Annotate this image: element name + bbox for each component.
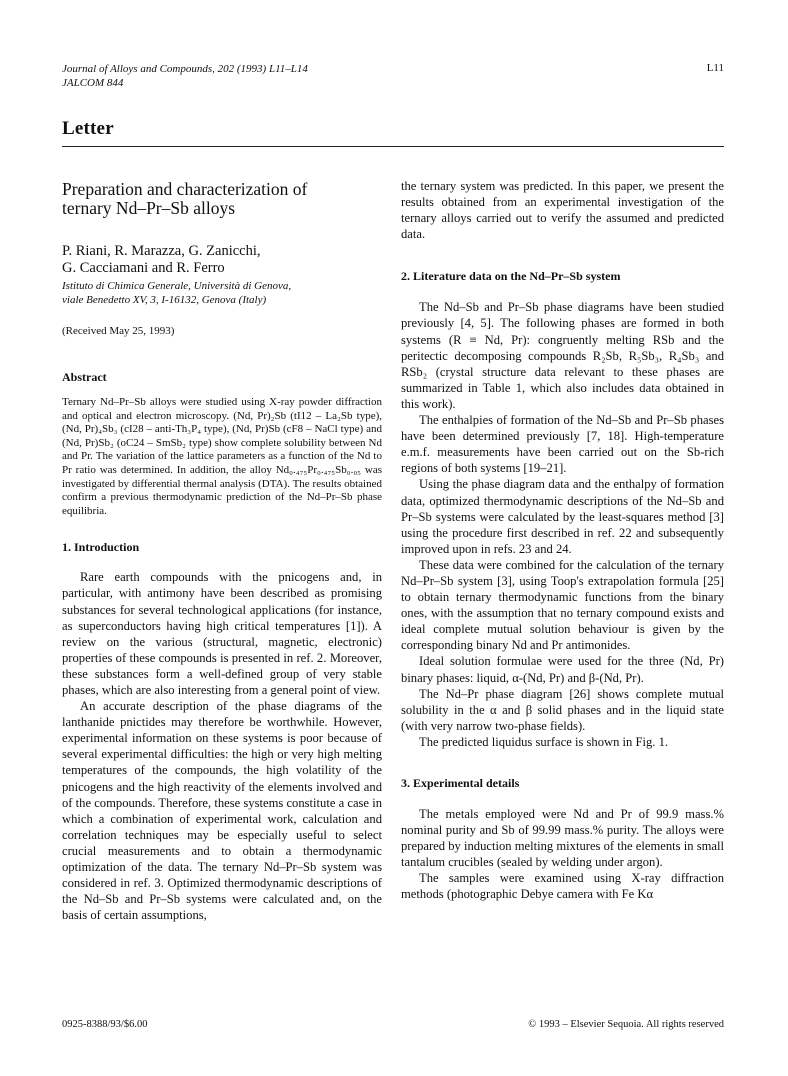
journal-citation: Journal of Alloys and Compounds, 202 (1993) L11–L14 [62,63,308,75]
introduction-heading: 1. Introduction [62,540,140,555]
right-column-continuation [401,178,724,242]
literature-paragraph-6: The Nd–Pr phase diagram [26] shows complete mutual solubility in the α and β solid phases and in the liquid state (with very narrow two-phase fields). [401,686,724,733]
experimental-heading: 3. Experimental details [401,776,520,790]
experimental-paragraph-2: The samples were examined using X-ray diffraction methods (photographic Debye camera with Fe Kα [401,871,724,902]
introduction-paragraph-continued: the ternary system was predicted. In this paper, we present the results obtained from an experimental investigation of the ternary alloys carried out to verify the assumed and predicted data. [401,179,724,242]
literature-heading: 2. Literature data on the Nd–Pr–Sb system [401,269,621,284]
footer-issn-price: 0925-8388/93/$6.00 [62,1019,148,1030]
introduction-body [62,569,382,923]
affiliation-line-2: viale Benedetto XV, 3, I-16132, Genova (Italy) [62,294,267,306]
header-divider [62,146,724,147]
literature-body [401,299,724,750]
experimental-body [401,806,724,903]
abstract-text: Ternary Nd–Pr–Sb alloys were studied using X-ray powder diffraction and optical and electron microscopy. (Nd, Pr)₂Sb (tI12 – La₂Sb type), (Nd, Pr)₄Sb₃ (cI28 – anti-Th₃P₄ type), (Nd, Pr)Sb (cF8 – NaCl type) and (Nd, Pr)Sb₂ (oC24 – SmSb₂ type) show complete solubility between Nd and Pr. The variation of the lattice parameters as a function of the Nd to Pr ratio was determined. In addition, the alloy Nd₀.₄₇₅Pr₀.₄₇₅Sb₀.₀₅ was investigated by differential thermal analysis (DTA). The results obtained confirm a previous thermodynamic prediction of the Nd–Pr–Sb phase equilibria. [62,396,382,517]
literature-paragraph-4: These data were combined for the calculation of the ternary Nd–Pr–Sb system [3], using Toop's extrapolation formula [25] to obtain ternary thermodynamic functions from the binary ones, with the assumption that no ternary compound exists and ideal complete mutual solution behaviour is given by the corresponding binary Nd and Pr antimonides. [401,557,724,653]
introduction-paragraph-2: An accurate description of the phase diagrams of the lanthanide pnictides may therefore be worthwhile. However, experimental information on these systems is poor because of several experimental difficulties: the high or very high melting temperatures of the compounds, the high volatility of the pnicogens and the high reactivity of the elements involved and of the compounds. Therefore, these systems constitute a case in which a combination of experimental work, calculation and correlation techniques may be especially useful to select crucial measurements and to obtain a thermodynamic optimization of the data. The ternary Nd–Pr–Sb system was considered in ref. 3. Optimized thermodynamic descriptions of the Nd–Sb and Pr–Sb systems were calculated and, on the basis of certain assumptions, [62,699,382,923]
article-title-line-1: Preparation and characterization of [62,179,308,199]
journal-code: JALCOM 844 [62,77,124,89]
section-label-letter: Letter [62,118,114,139]
literature-paragraph-7: The predicted liquidus surface is shown in Fig. 1. [419,734,669,749]
footer-copyright: © 1993 – Elsevier Sequoia. All rights reserved [528,1019,724,1030]
introduction-paragraph-1: Rare earth compounds with the pnicogens and, in particular, with antimony have been described as promising substances for several technological applications (for instance, as superconductors having high critical temperatures [1]). A review on the various (structural, magnetic, electronic) properties of these compounds is presented in ref. 2. Moreover, these substances form a well-defined group of very stable phases, which are also interesting from a general point of view. [62,570,382,697]
literature-paragraph-1: The Nd–Sb and Pr–Sb phase diagrams have been studied previously [4, 5]. The following phases are formed in both systems (R ≡ Nd, Pr): congruently melting RSb and the peritectic decomposing compounds R₂Sb, R₅Sb₃, R₄Sb₃ and RSb₂ (crystal structure data relevant to these phases are summarized in Table 1, which also includes data obtained in this work). [401,300,724,411]
received-date: (Received May 25, 1993) [62,325,175,337]
authors-line-1: P. Riani, R. Marazza, G. Zanicchi, [62,243,261,259]
right-column [401,178,724,903]
page-number: L11 [706,62,724,74]
experimental-paragraph-1: The metals employed were Nd and Pr of 99.9 mass.% nominal purity and Sb of 99.99 mass.% purity. The alloys were prepared by induction melting mixtures of the elements in small tantalum crucibles (sealed by welding under argon). [401,807,724,870]
article-title-line-2: ternary Nd–Pr–Sb alloys [62,198,236,218]
affiliation-line-1: Istituto di Chimica Generale, Università di Genova, [62,280,292,292]
abstract-heading: Abstract [62,370,107,384]
literature-paragraph-5: Ideal solution formulae were used for the three (Nd, Pr) binary phases: liquid, α-(Nd, Pr) and β-(Nd, Pr). [401,654,724,685]
literature-paragraph-3: Using the phase diagram data and the enthalpy of formation data, optimized thermodynamic descriptions of the Nd–Sb and Pr–Sb systems were calculated by the least-squares method [3] using the procedure first described in ref. 22 and subsequently improved upon in refs. 23 and 24. [401,477,724,556]
authors-line-2: G. Cacciamani and R. Ferro [62,260,225,276]
left-column [62,180,382,923]
literature-paragraph-2: The enthalpies of formation of the Nd–Sb and Pr–Sb phases have been determined previously [7, 18]. High-temperature e.m.f. measurements have been carried out on the Sb-rich regions of both systems [19–21]. [401,413,724,476]
